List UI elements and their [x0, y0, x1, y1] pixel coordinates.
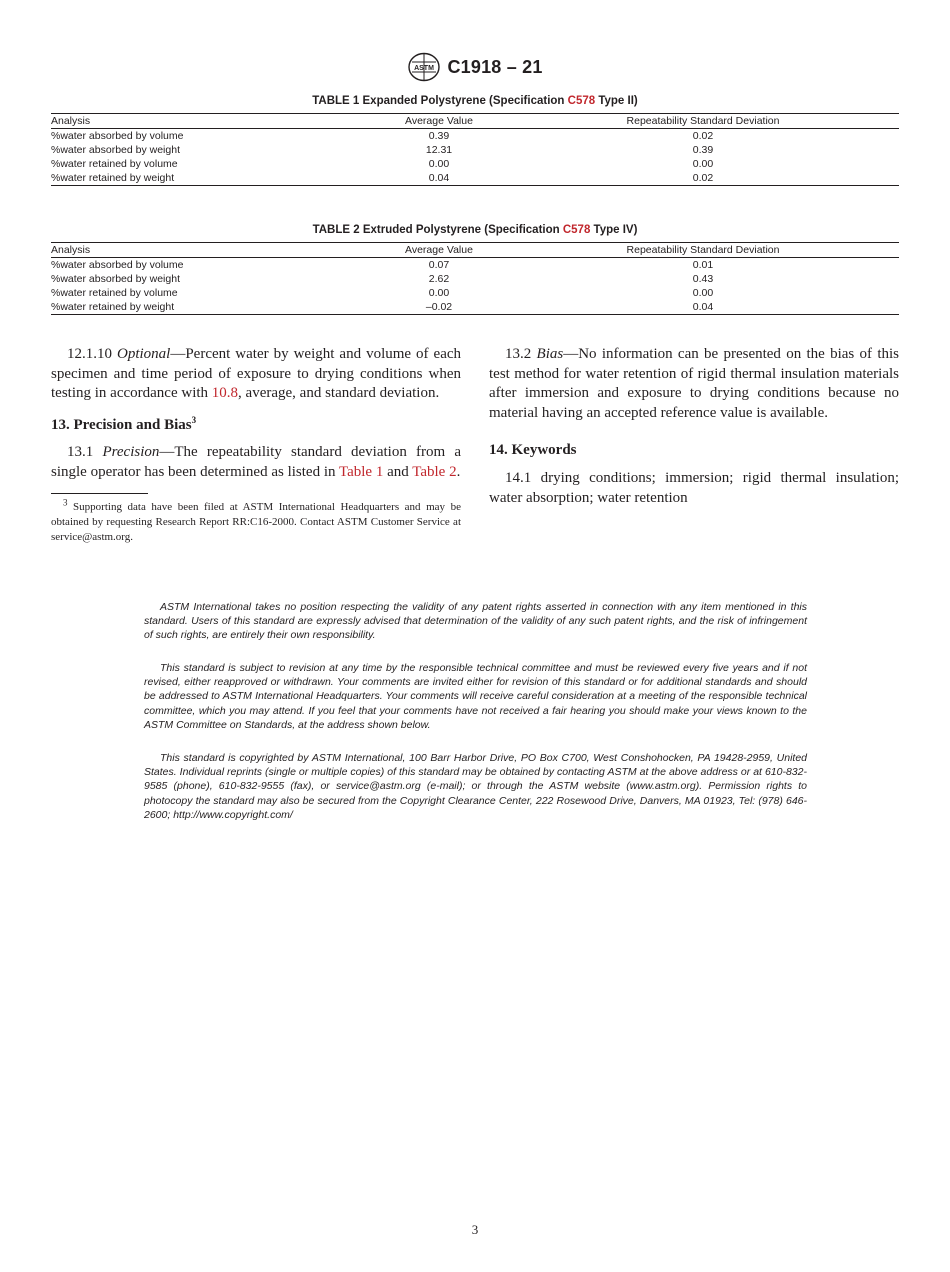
table-1 — [51, 95, 899, 186]
table-cell: 0.04 — [428, 172, 450, 184]
table-row — [51, 272, 899, 286]
table-cell: %water absorbed by volume — [51, 259, 184, 271]
section-14-heading: 14. Keywords — [489, 442, 577, 459]
paragraph-13-1: 13.1 Precision—The repeatability standard deviation from a single operator has been determined as listed in Table 1 and Table 2. — [51, 444, 462, 480]
footnote-ref[interactable]: 3 — [191, 414, 197, 425]
paragraph-13-2: 13.2 Bias—No information can be presented on the bias of this test method for water retention of rigid thermal insulation materials after immersion and exposure to drying conditions because no material having an accepted reference value is available. — [489, 346, 899, 421]
left-column — [51, 345, 461, 545]
table-cell: –0.02 — [425, 301, 453, 313]
table-cell: 0.00 — [428, 287, 450, 299]
footnote-3: $^3$ Supporting data have been filed at ASTM International Headquarters and may be obtained by requesting Research Report RR:C16-2000. Contact ASTM Customer Service at service@astm.org. — [51, 496, 461, 543]
table-2 — [51, 224, 899, 315]
column-header: Repeatability Standard Deviation — [626, 115, 780, 127]
table-1-spec-link[interactable]: C578 — [567, 95, 596, 107]
paragraph-14-1: 14.1 drying conditions; immersion; rigid thermal insulation; water absorption; water retention — [489, 469, 899, 506]
table-cell: 0.01 — [692, 259, 714, 271]
table-row — [51, 129, 899, 144]
page-header — [0, 52, 950, 87]
table-cell: 0.00 — [692, 158, 714, 170]
table-cell: 0.43 — [692, 273, 714, 285]
table-cell: %water retained by weight — [51, 172, 175, 184]
table-cell: %water retained by weight — [51, 301, 175, 313]
table-cell: 12.31 — [425, 144, 453, 156]
table-cell: 0.39 — [428, 130, 450, 142]
astm-logo-icon — [407, 52, 441, 82]
column-header: Analysis — [51, 244, 91, 256]
column-header: Average Value — [405, 115, 473, 127]
table-2-link[interactable]: Table 2 — [412, 463, 457, 480]
table-header-row — [51, 114, 899, 129]
table-1-title: TABLE 1 Expanded Polystyrene (Specification C578 Type II) — [312, 95, 638, 107]
table-cell: %water retained by volume — [51, 287, 178, 299]
table-row — [51, 157, 899, 171]
table-2-spec-link[interactable]: C578 — [562, 224, 591, 236]
table-row — [51, 258, 899, 273]
column-header: Average Value — [405, 244, 473, 256]
footnote-divider — [51, 493, 148, 494]
table-cell: %water absorbed by volume — [51, 130, 184, 142]
table-cell: 0.00 — [428, 158, 450, 170]
table-2-title: TABLE 2 Extruded Polystyrene (Specification C578 Type IV) — [312, 224, 638, 236]
table-row — [51, 286, 899, 300]
table-cell: 0.00 — [692, 287, 714, 299]
page-number: 3 — [471, 1222, 479, 1237]
section-13-heading: 13. Precision and Bias$^3$ — [51, 414, 197, 433]
document-designation: C1918 – 21 — [447, 56, 543, 77]
copyright-notice: This standard is copyrighted by ASTM International, 100 Barr Harbor Drive, PO Box C700, West Conshohocken, PA 19428-2959, United States. Individual reprints (single or multiple copies) of this standard may be obtained by contacting ASTM at the above address or at 610-832-9585 (phone), 610-832-9555 (fax), or service@astm.org (e-mail); or through the ASTM website (www.astm.org). Permission rights to photocopy the standard may also be secured from the Copyright Clearance Center, 222 Rosewood Drive, Danvers, MA 01923, Tel: (978) 646-2600; http://www.copyright.com/ — [144, 752, 807, 821]
svg-text:ASTM: ASTM — [414, 65, 435, 72]
table-row — [51, 300, 899, 315]
table-1-link[interactable]: Table 1 — [338, 463, 384, 480]
table-cell: 0.07 — [428, 259, 450, 271]
column-header: Analysis — [51, 115, 91, 127]
paragraph-12-1-10: 12.1.10 Optional—Percent water by weight and volume of each specimen and time period of exposure to drying conditions when testing in accordance with 10.8, average, and standard deviation. — [51, 346, 462, 402]
table-cell: 0.02 — [692, 172, 714, 184]
column-header: Repeatability Standard Deviation — [626, 244, 780, 256]
section-10-8-link[interactable]: 10.8 — [211, 385, 239, 402]
revision-notice: This standard is subject to revision at any time by the responsible technical committee and must be reviewed every five years and if not revised, either reapproved or withdrawn. Your comments are invited either for revision of this standard or for additional standards and should be addressed to ASTM International Headquarters. Your comments will receive careful consideration at a meeting of the responsible technical committee, which you may attend. If you feel that your comments have not received a fair hearing you should make your views known to the ASTM Committee on Standards, at the address shown below. — [144, 662, 807, 731]
table-cell: 0.02 — [692, 130, 714, 142]
table-row — [51, 143, 899, 157]
table-cell: %water absorbed by weight — [51, 273, 180, 285]
table-cell: %water absorbed by weight — [51, 144, 180, 156]
patent-disclaimer: ASTM International takes no position respecting the validity of any patent rights asserted in connection with any item mentioned in this standard. Users of this standard are expressly advised that determination of the validity of any such patent rights, and the risk of infringement of such rights, are entirely their own responsibility. — [144, 601, 807, 642]
table-header-row — [51, 243, 899, 258]
table-row — [51, 171, 899, 186]
right-column — [489, 345, 899, 508]
table-cell: 2.62 — [428, 273, 450, 285]
table-cell: 0.39 — [692, 144, 714, 156]
table-cell: 0.04 — [692, 301, 714, 313]
table-cell: %water retained by volume — [51, 158, 178, 170]
